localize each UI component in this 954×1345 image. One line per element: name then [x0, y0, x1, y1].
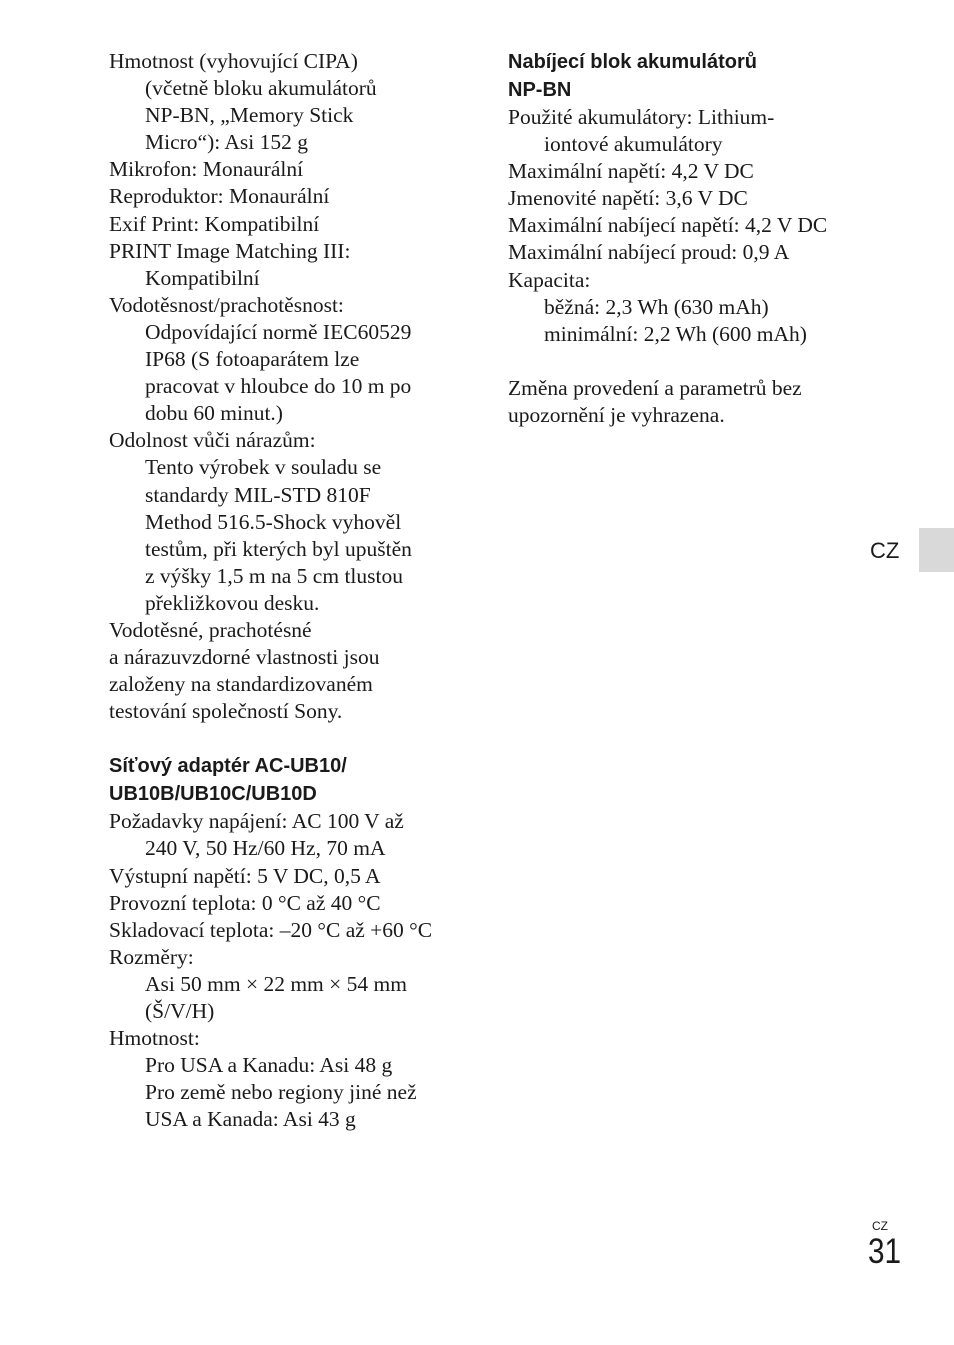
spec-line: (Š/V/H)	[145, 999, 215, 1023]
spec-line: PRINT Image Matching III:	[109, 238, 351, 263]
spec-line: minimální: 2,2 Wh (600 mAh)	[544, 321, 807, 346]
notice-line: upozornění je vyhrazena.	[508, 402, 725, 427]
adapter-heading: UB10B/UB10C/UB10D	[109, 783, 317, 806]
spec-line: NP-BN, „Memory Stick	[145, 103, 354, 128]
spec-line: Kapacita:	[508, 267, 591, 292]
language-tab	[919, 528, 954, 572]
spec-line: z výšky 1,5 m na 5 cm tlustou	[145, 563, 403, 588]
spec-line: Maximální napětí: 4,2 V DC	[508, 159, 754, 184]
spec-line: (včetně bloku akumulátorů	[145, 76, 377, 101]
spec-line: běžná: 2,3 Wh (630 mAh)	[544, 294, 769, 319]
section-gap	[508, 348, 888, 375]
spec-line: a nárazuvzdorné vlastnosti jsou	[109, 645, 380, 670]
footer-language: CZ	[872, 1219, 888, 1233]
spec-line: Maximální nabíjecí proud: 0,9 A	[508, 240, 790, 265]
spec-line: Micro“): Asi 152 g	[145, 130, 309, 155]
spec-line: Hmotnost:	[109, 1026, 200, 1051]
left-column	[109, 48, 489, 1133]
spec-line: Jmenovité napětí: 3,6 V DC	[508, 186, 748, 211]
spec-line: testování společností Sony.	[109, 699, 343, 724]
charger-heading: Nabíjecí blok akumulátorů	[508, 51, 757, 73]
spec-line: USA a Kanada: Asi 43 g	[145, 1107, 356, 1132]
spec-line: Výstupní napětí: 5 V DC, 0,5 A	[109, 863, 381, 888]
spec-line: Použité akumulátory: Lithium-	[508, 105, 775, 129]
spec-line: Asi 50 mm × 22 mm × 54 mm	[145, 971, 407, 996]
right-column	[508, 48, 888, 429]
spec-line: Reproduktor: Monaurální	[109, 184, 330, 209]
spec-line: Pro USA a Kanadu: Asi 48 g	[145, 1053, 393, 1078]
spec-line: pracovat v hloubce do 10 m po	[145, 374, 412, 399]
language-tab-label: CZ	[870, 538, 900, 563]
spec-line: překližkovou desku.	[145, 590, 320, 615]
spec-line: standardy MIL-STD 810F	[145, 482, 371, 507]
spec-line: Kompatibilní	[145, 265, 260, 290]
spec-line: Pro země nebo regiony jiné než	[145, 1080, 417, 1105]
spec-line: testům, při kterých byl upuštěn	[145, 536, 412, 561]
spec-line: IP68 (S fotoaparátem lze	[145, 347, 360, 372]
spec-line: Požadavky napájení: AC 100 V až	[109, 809, 404, 834]
spec-line: 240 V, 50 Hz/60 Hz, 70 mA	[145, 836, 386, 861]
charger-heading: NP-BN	[508, 79, 572, 101]
spec-line: iontové akumulátory	[544, 132, 723, 157]
spec-line: Skladovací teplota: –20 °C až +60 °C	[109, 917, 433, 942]
spec-line: založeny na standardizovaném	[109, 672, 373, 697]
spec-line: Vodotěsnost/prachotěsnost:	[109, 292, 344, 317]
spec-line: Provozní teplota: 0 °C až 40 °C	[109, 890, 381, 915]
spec-line: Vodotěsné, prachotésné	[109, 617, 312, 642]
spec-line: dobu 60 minut.)	[145, 401, 283, 426]
spec-line: Odpovídající normě IEC60529	[145, 319, 412, 344]
spec-line: Method 516.5-Shock vyhověl	[145, 509, 402, 534]
spec-line: Maximální nabíjecí napětí: 4,2 V DC	[508, 213, 828, 238]
page-number: 31	[868, 1232, 902, 1271]
spec-line: Mikrofon: Monaurální	[109, 157, 304, 182]
spec-line: Tento výrobek v souladu se	[145, 455, 382, 480]
adapter-heading: Síťový adaptér AC-UB10/	[109, 755, 347, 778]
spec-line: Exif Print: Kompatibilní	[109, 211, 320, 236]
section-gap	[109, 725, 489, 752]
spec-line: Odolnost vůči nárazům:	[109, 428, 316, 453]
notice-line: Změna provedení a parametrů bez	[508, 375, 802, 400]
spec-line: Rozměry:	[109, 944, 194, 969]
spec-line: Hmotnost (vyhovující CIPA)	[109, 49, 358, 73]
